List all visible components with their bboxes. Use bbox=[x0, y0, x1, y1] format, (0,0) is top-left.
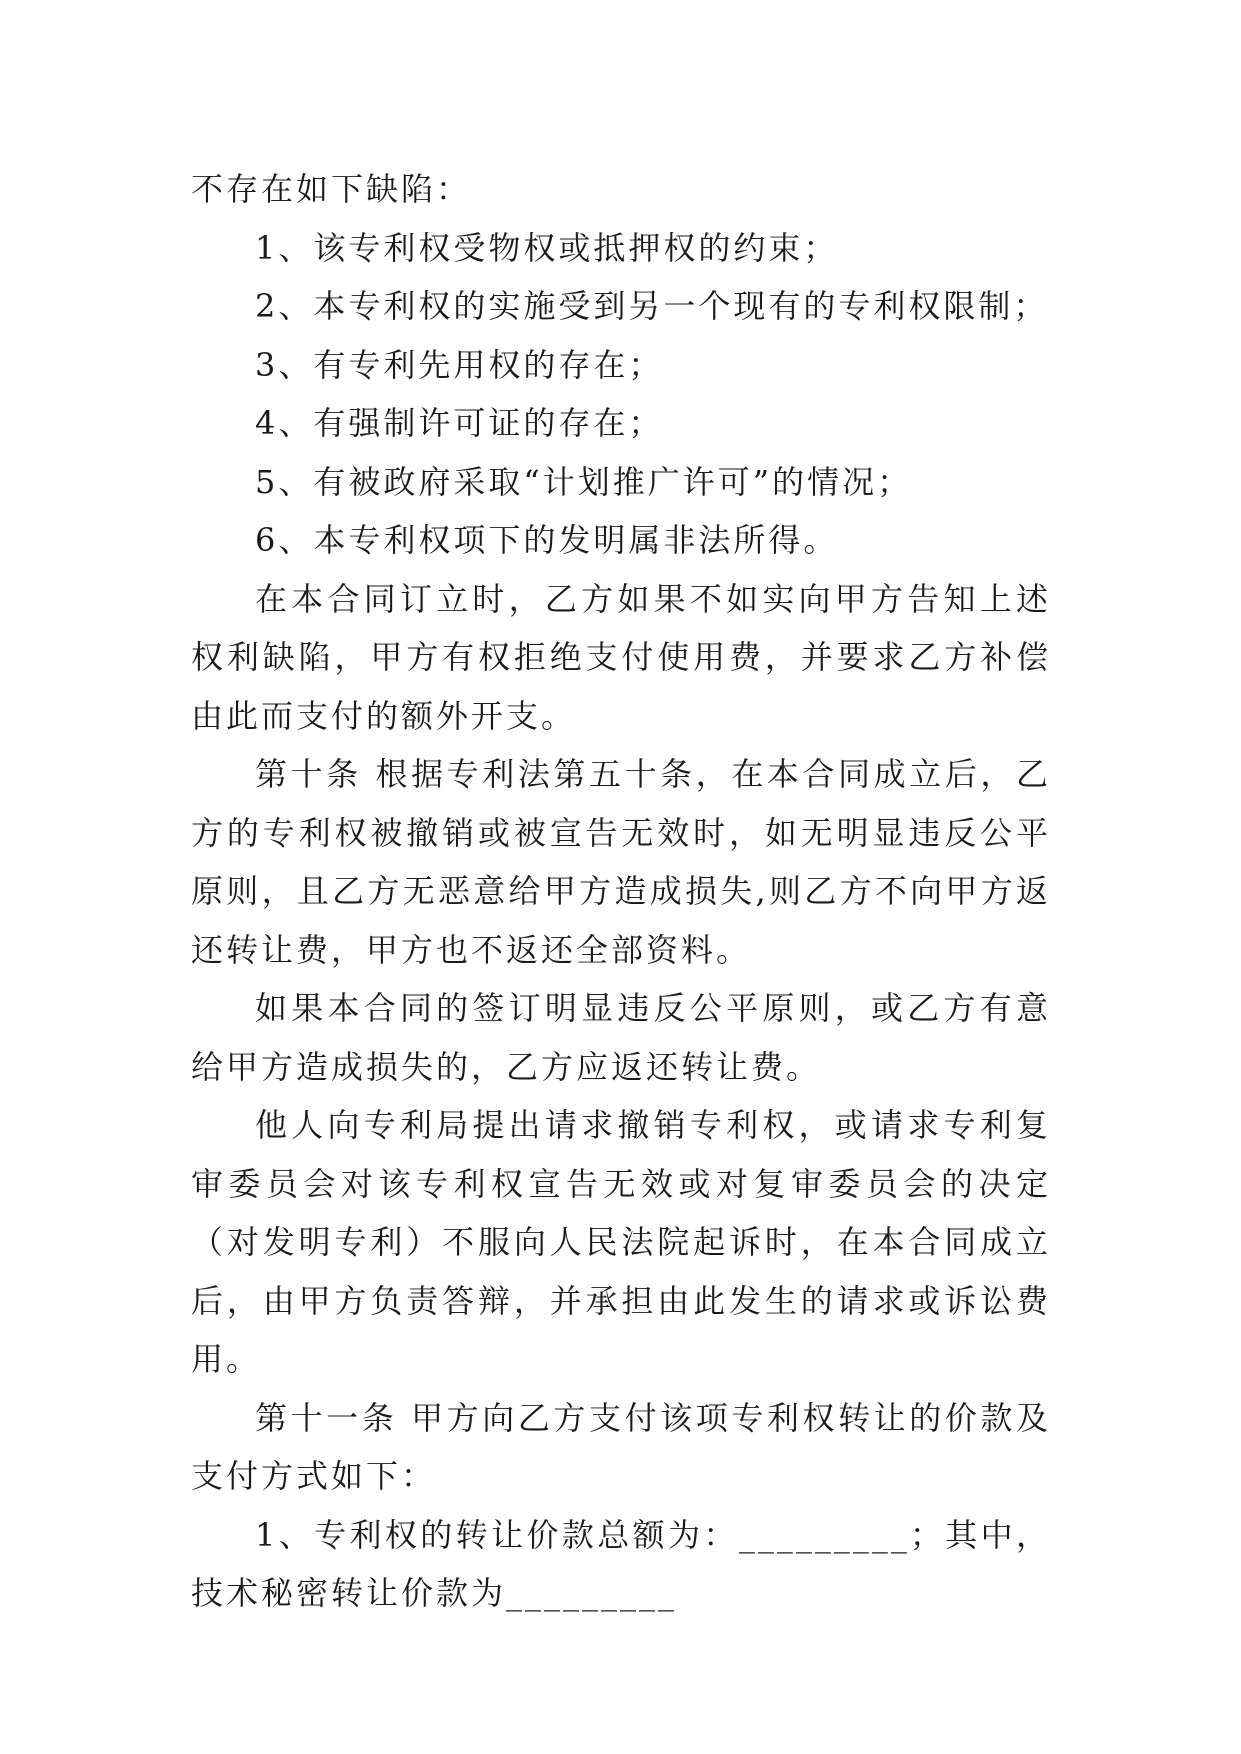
list-item-payment-1: 1、专利权的转让价款总额为：_________；其中，技术秘密转让价款为_________ bbox=[191, 1515, 1051, 1612]
list-item-defect-2: 2、本专利权的实施受到另一个现有的专利权限制； bbox=[255, 287, 1049, 325]
paragraph-article-11: 第十一条 甲方向乙方支付该项专利权转让的价款及支付方式如下： bbox=[191, 1398, 1051, 1495]
paragraph-third-party-challenge: 他人向专利局提出请求撤销专利权，或请求专利复审委员会对该专利权宣告无效或对复审委员会的决定（对发明专利）不服向人民法院起诉时，在本合同成立后，由甲方负责答辩，并承担由此发生的请求或诉讼费用。 bbox=[191, 1106, 1051, 1378]
list-item-defect-1: 1、该专利权受物权或抵押权的约束； bbox=[255, 228, 839, 267]
list-item-defect-3: 3、有专利先用权的存在； bbox=[255, 345, 664, 384]
paragraph-defects-intro: 不存在如下缺陷： bbox=[191, 170, 472, 208]
paragraph-unfair-refund: 如果本合同的签订明显违反公平原则，或乙方有意给甲方造成损失的，乙方应返还转让费。 bbox=[191, 989, 1051, 1086]
paragraph-article-10: 第十条 根据专利法第五十条，在本合同成立后，乙方的专利权被撤销或被宣告无效时，如无明显违反公平原则，且乙方无恶意给甲方造成损失,则乙方不向甲方返还转让费，甲方也不返还全部资料。 bbox=[191, 755, 1051, 969]
list-item-defect-5: 5、有被政府采取“计划推广许可”的情况； bbox=[255, 462, 913, 501]
document-body bbox=[191, 160, 1051, 1623]
paragraph-disclosure-obligation: 在本合同订立时，乙方如果不如实向甲方告知上述权利缺陷，甲方有权拒绝支付使用费，并要求乙方补偿由此而支付的额外开支。 bbox=[191, 579, 1051, 735]
list-item-defect-6: 6、本专利权项下的发明属非法所得。 bbox=[255, 521, 839, 559]
list-item-defect-4: 4、有强制许可证的存在； bbox=[255, 404, 664, 442]
